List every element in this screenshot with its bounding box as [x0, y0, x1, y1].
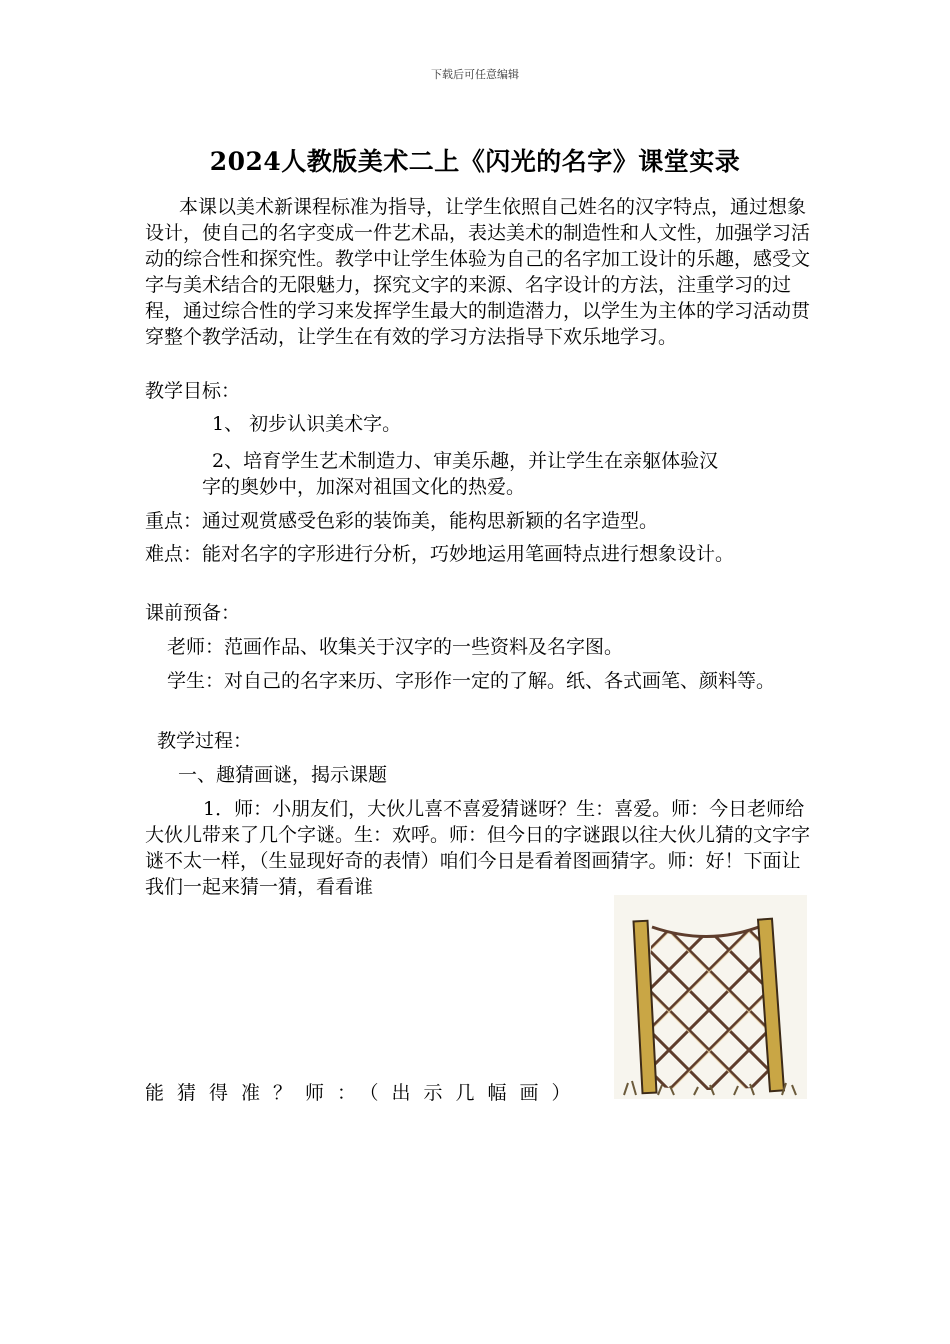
net-picture-riddle [614, 895, 807, 1099]
goal-item-2-line-2: 字的奥妙中，加深对祖国文化的热爱。 [202, 476, 526, 498]
process-heading: 教学过程： [157, 730, 253, 752]
difficulty-point: 难点：能对名字的字形进行分析，巧妙地运用笔画特点进行想象设计。 [145, 543, 735, 565]
key-point: 重点：通过观赏感受色彩的装饰美，能构思新颖的名字造型。 [145, 510, 659, 532]
last-line: 能猜得准？师：（出示几幅画） [145, 1082, 584, 1104]
section-1-heading: 一、趣猜画谜，揭示课题 [178, 764, 388, 786]
prep-teacher: 老师：范画作品、收集关于汉字的一些资料及名字图。 [167, 636, 624, 658]
document-title: 2024人教版美术二上《闪光的名字》课堂实录 [209, 147, 741, 176]
goals-heading: 教学目标： [145, 380, 241, 402]
intro-paragraph: 本课以美术新课程标准为指导，让学生依照自己姓名的汉字特点，通过想象设计，使自己的名字变成一件艺术品，表达美术的制造性和人文性，加强学习活动的综合性和探究性。教学中让学生体验为自己的名字加工设计的乐趣，感受文字与美术结合的无限魅力，探究文字的来源、名字设计的方法，注重学习的过程，通过综合性的学习来发挥学生最大的制造潜力，以学生为主体的学习活动贯穿整个教学活动，让学生在有效的学习方法指导下欢乐地学习。 [145, 196, 811, 348]
header-note: 下载后可任意编辑 [431, 68, 519, 81]
goal-item-2 [202, 448, 812, 500]
lesson-dialogue: 1．师：小朋友们，大伙儿喜不喜爱猜谜呀？生：喜爱。师：今日老师给大伙儿带来了几个字谜。生：欢呼。师：但今日的字谜跟以往大伙儿猜的文字字谜不太一样，（生显现好奇的表情）咱们今日是看着图画猜字。师：好！下面让我们一起来猜一猜，看看谁 [145, 798, 811, 898]
goal-item-2-line-1: 2、培育学生艺术制造力、审美乐趣，并让学生在亲躯体验汉 [212, 450, 719, 472]
prep-heading: 课前预备： [145, 602, 241, 624]
prep-student: 学生：对自己的名字来历、字形作一定的了解。纸、各式画笔、颜料等。 [167, 670, 776, 692]
goal-item-1: 1、 初步认识美术字。 [212, 413, 402, 435]
